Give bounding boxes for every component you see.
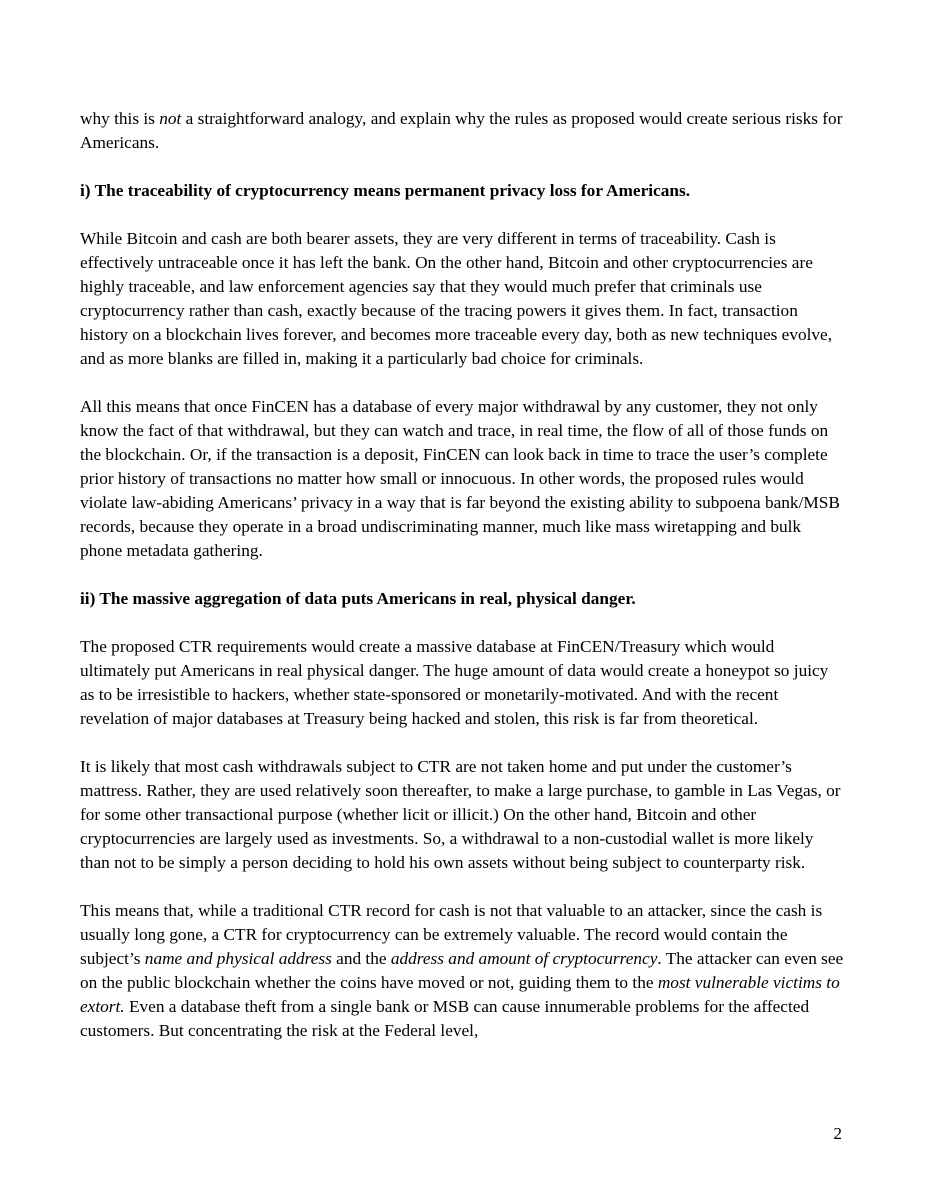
section-2-paragraph-2: It is likely that most cash withdrawals subject to CTR are not taken home and put under the customer’s mattress. Rather, they are used relatively soon thereafter, to make a large purchase, to gamble in Las Vegas, or for some other transactional purpose (whether licit or illicit.) On the other hand, Bitcoin and other cryptocurrencies are largely used as investments. So, a withdrawal to a non-custodial wallet is more likely than not to be simply a person deciding to hold his own assets without being subject to counterparty risk. bbox=[80, 757, 841, 872]
intro-emphasis: not bbox=[159, 109, 182, 128]
section-2-paragraph-3 bbox=[80, 899, 846, 1043]
section-2-paragraph-1: The proposed CTR requirements would create a massive database at FinCEN/Treasury which would ultimately put Americans in real physical danger. The huge amount of data would create a honeypot so juicy as to be irresistible to hackers, whether state-sponsored or monetarily-motivated. And with the recent revelation of major databases at Treasury being hacked and stolen, this risk is far from theoretical. bbox=[80, 637, 829, 728]
document-page bbox=[80, 107, 846, 1067]
para3-emphasis-victims: most vulnerable victims to extort. bbox=[80, 973, 840, 1016]
para3-text-c: and the bbox=[331, 949, 391, 968]
section-1-paragraph-2: All this means that once FinCEN has a database of every major withdrawal by any customer, they not only know the fact of that withdrawal, but they can watch and trace, in real time, the flow of all of those funds on the blockchain. Or, if the transaction is a deposit, FinCEN can look back in time to trace the user’s complete prior history of transactions no matter how small or innocuous. In other words, the proposed rules would violate law-abiding Americans’ privacy in a way that is far beyond the existing ability to subpoena bank/MSB records, because they operate in a broad undiscriminating manner, much like mass wiretapping and bulk phone metadata gathering. bbox=[80, 397, 840, 560]
para3-text-g: Even a database theft from a single bank or MSB can cause innumerable problems for the affected customers. But concentrating the risk at the Federal level, bbox=[80, 997, 810, 1040]
section-2-heading: ii) The massive aggregation of data puts Americans in real, physical danger. bbox=[80, 589, 636, 608]
para3-text-a: This means that, while a traditional CTR record for cash is not that valuable to an attacker, since the cash is usually long gone, a CTR for cryptocurrency can be extremely valuable. The record would contain the subject’s bbox=[80, 901, 823, 968]
section-1-heading: i) The traceability of cryptocurrency means permanent privacy loss for Americans. bbox=[80, 181, 691, 200]
intro-text-c: a straightforward analogy, and explain why the rules as proposed would create serious risks for Americans. bbox=[80, 109, 843, 152]
para3-emphasis-name-address: name and physical address bbox=[144, 949, 332, 968]
page-number: 2 bbox=[833, 1124, 842, 1143]
intro-text-a: why this is bbox=[80, 109, 160, 128]
intro-paragraph bbox=[80, 107, 846, 155]
para3-text-e: . The attacker can even see on the public blockchain whether the coins have moved or not, guiding them to the bbox=[80, 949, 844, 992]
para3-emphasis-crypto-address: address and amount of cryptocurrency bbox=[390, 949, 658, 968]
section-1-paragraph-1: While Bitcoin and cash are both bearer assets, they are very different in terms of traceability. Cash is effectively untraceable once it has left the bank. On the other hand, Bitcoin and other cryptocurrencies are highly traceable, and law enforcement agencies say that they would much prefer that criminals use cryptocurrency rather than cash, exactly because of the tracing powers it gives them. In fact, transaction history on a blockchain lives forever, and becomes more traceable every day, both as new techniques evolve, and as more blanks are filled in, making it a particularly bad choice for criminals. bbox=[80, 229, 833, 368]
